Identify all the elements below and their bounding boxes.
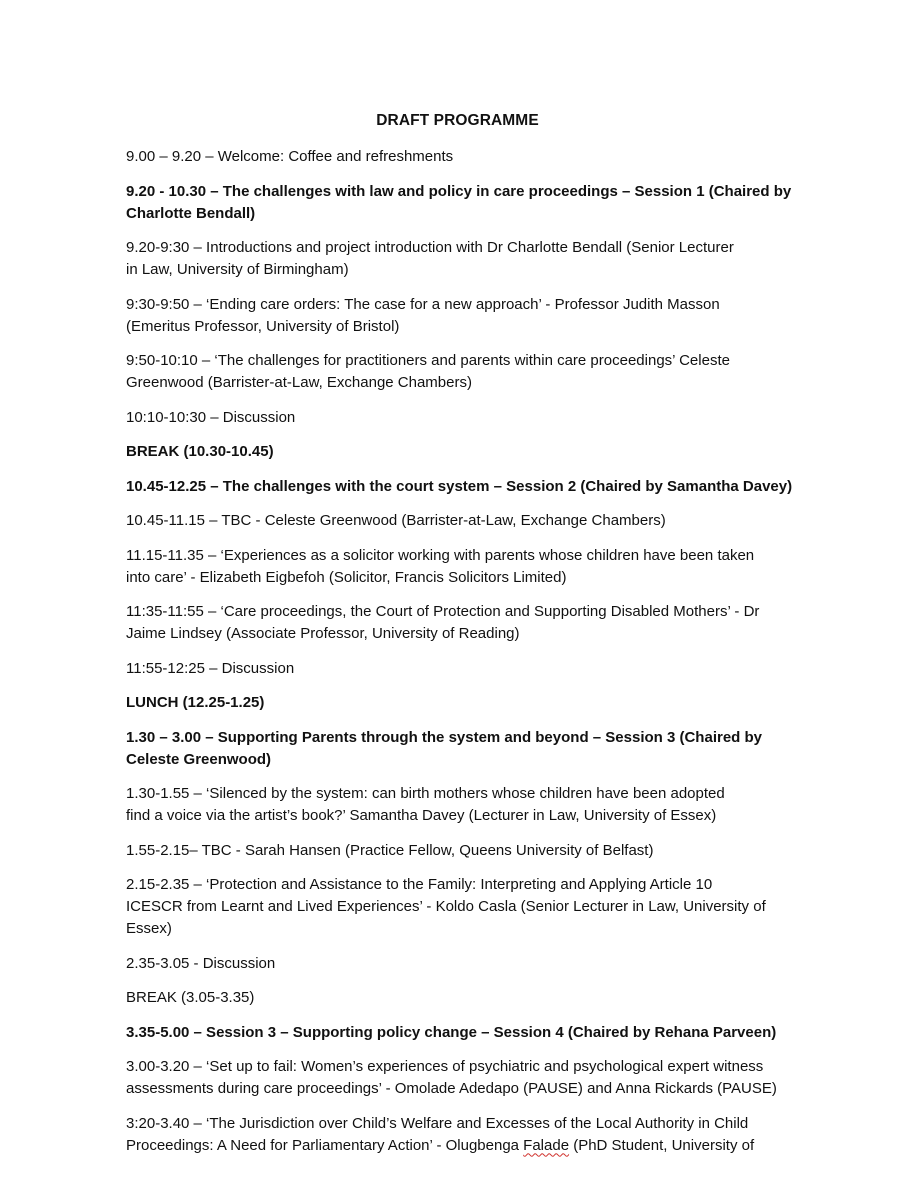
programme-line: in Law, University of Birmingham) bbox=[126, 261, 349, 278]
programme-line: 2.35-3.05 - Discussion bbox=[126, 954, 276, 972]
programme-line: Essex) bbox=[126, 920, 172, 937]
programme-line: BREAK (10.30-10.45) bbox=[126, 443, 274, 460]
programme-line: 3:20-3.40 – ‘The Jurisdiction over Child’s Welfare and Excesses of the Local Authority in Child bbox=[126, 1114, 749, 1132]
programme-item bbox=[126, 987, 806, 1009]
programme-list bbox=[126, 146, 806, 1169]
programme-heading bbox=[126, 441, 806, 463]
programme-item bbox=[126, 237, 806, 281]
programme-item bbox=[126, 601, 806, 645]
programme-line: 1.55-2.15– TBC - Sarah Hansen (Practice Fellow, Queens University of Belfast) bbox=[126, 841, 654, 859]
programme-line: (Emeritus Professor, University of Bristol) bbox=[126, 317, 400, 335]
programme-line: ICESCR from Learnt and Lived Experiences’ - Koldo Casla (Senior Lecturer in Law, University of bbox=[126, 898, 766, 915]
programme-line: Jaime Lindsey (Associate Professor, University of Reading) bbox=[126, 625, 520, 642]
programme-line: 1.30 – 3.00 – Supporting Parents through the system and beyond – Session 3 (Chaired by bbox=[126, 728, 762, 746]
programme-item bbox=[126, 407, 806, 429]
programme-heading bbox=[126, 727, 806, 771]
programme-item bbox=[126, 146, 806, 168]
programme-item bbox=[126, 658, 806, 680]
programme-line: 3.00-3.20 – ‘Set up to fail: Women’s experiences of psychiatric and psychological expert witness bbox=[126, 1058, 764, 1075]
programme-item bbox=[126, 1056, 806, 1100]
programme-line: 1.30-1.55 – ‘Silenced by the system: can birth mothers whose children have been adopted bbox=[126, 785, 725, 802]
programme-item bbox=[126, 294, 806, 338]
programme-item bbox=[126, 874, 806, 940]
programme-item bbox=[126, 350, 806, 394]
programme-line: 9:30-9:50 – ‘Ending care orders: The case for a new approach’ - Professor Judith Masson bbox=[126, 295, 720, 313]
programme-line: 11.15-11.35 – ‘Experiences as a solicitor working with parents whose children have been taken bbox=[126, 546, 755, 564]
programme-line: LUNCH (12.25-1.25) bbox=[126, 694, 265, 711]
programme-line: 9.20 - 10.30 – The challenges with law and policy in care proceedings – Session 1 (Chaired by bbox=[126, 182, 792, 200]
programme-line: 2.15-2.35 – ‘Protection and Assistance to the Family: Interpreting and Applying Article 10 bbox=[126, 876, 713, 893]
programme-line: 3.35-5.00 – Session 3 – Supporting policy change – Session 4 (Chaired by Rehana Parveen) bbox=[126, 1023, 777, 1041]
programme-item bbox=[126, 510, 806, 532]
programme-item bbox=[126, 840, 806, 862]
programme-item bbox=[126, 783, 806, 827]
programme-line: into care’ - Elizabeth Eigbefoh (Solicitor, Francis Solicitors Limited) bbox=[126, 568, 567, 586]
programme-line: 9:50-10:10 – ‘The challenges for practitioners and parents within care proceedings’ Celeste bbox=[126, 352, 730, 369]
programme-line: 11:55-12:25 – Discussion bbox=[126, 659, 295, 677]
programme-heading bbox=[126, 1022, 806, 1044]
programme-line: 10.45-11.15 – TBC - Celeste Greenwood (Barrister-at-Law, Exchange Chambers) bbox=[126, 512, 666, 529]
programme-line: 11:35-11:55 – ‘Care proceedings, the Court of Protection and Supporting Disabled Mothers’ - Dr bbox=[126, 603, 760, 620]
programme-line: Proceedings: A Need for Parliamentary Action’ - Olugbenga Falade (PhD Student, University of bbox=[126, 1136, 755, 1154]
document-title: DRAFT PROGRAMME bbox=[376, 112, 539, 129]
spellcheck-word: Falade bbox=[523, 1136, 570, 1154]
programme-line: BREAK (3.05-3.35) bbox=[126, 989, 255, 1006]
programme-item bbox=[126, 545, 806, 589]
programme-heading bbox=[126, 476, 806, 498]
programme-item bbox=[126, 1113, 806, 1157]
programme-line: Celeste Greenwood) bbox=[126, 750, 272, 768]
programme-line: Charlotte Bendall) bbox=[126, 204, 256, 222]
programme-line: 10.45-12.25 – The challenges with the court system – Session 2 (Chaired by Samantha Davey) bbox=[126, 477, 793, 495]
programme-line: assessments during care proceedings’ - Omolade Adedapo (PAUSE) and Anna Rickards (PAUSE) bbox=[126, 1080, 777, 1097]
programme-line: find a voice via the artist’s book?’ Samantha Davey (Lecturer in Law, University of Essex) bbox=[126, 807, 717, 824]
programme-heading bbox=[126, 692, 806, 714]
programme-line: Greenwood (Barrister-at-Law, Exchange Chambers) bbox=[126, 374, 472, 391]
programme-item bbox=[126, 953, 806, 975]
programme-line: 9.20-9:30 – Introductions and project introduction with Dr Charlotte Bendall (Senior Lecturer bbox=[126, 239, 734, 256]
programme-line: 10:10-10:30 – Discussion bbox=[126, 408, 296, 426]
programme-heading bbox=[126, 181, 806, 225]
programme-line: 9.00 – 9.20 – Welcome: Coffee and refreshments bbox=[126, 148, 454, 165]
